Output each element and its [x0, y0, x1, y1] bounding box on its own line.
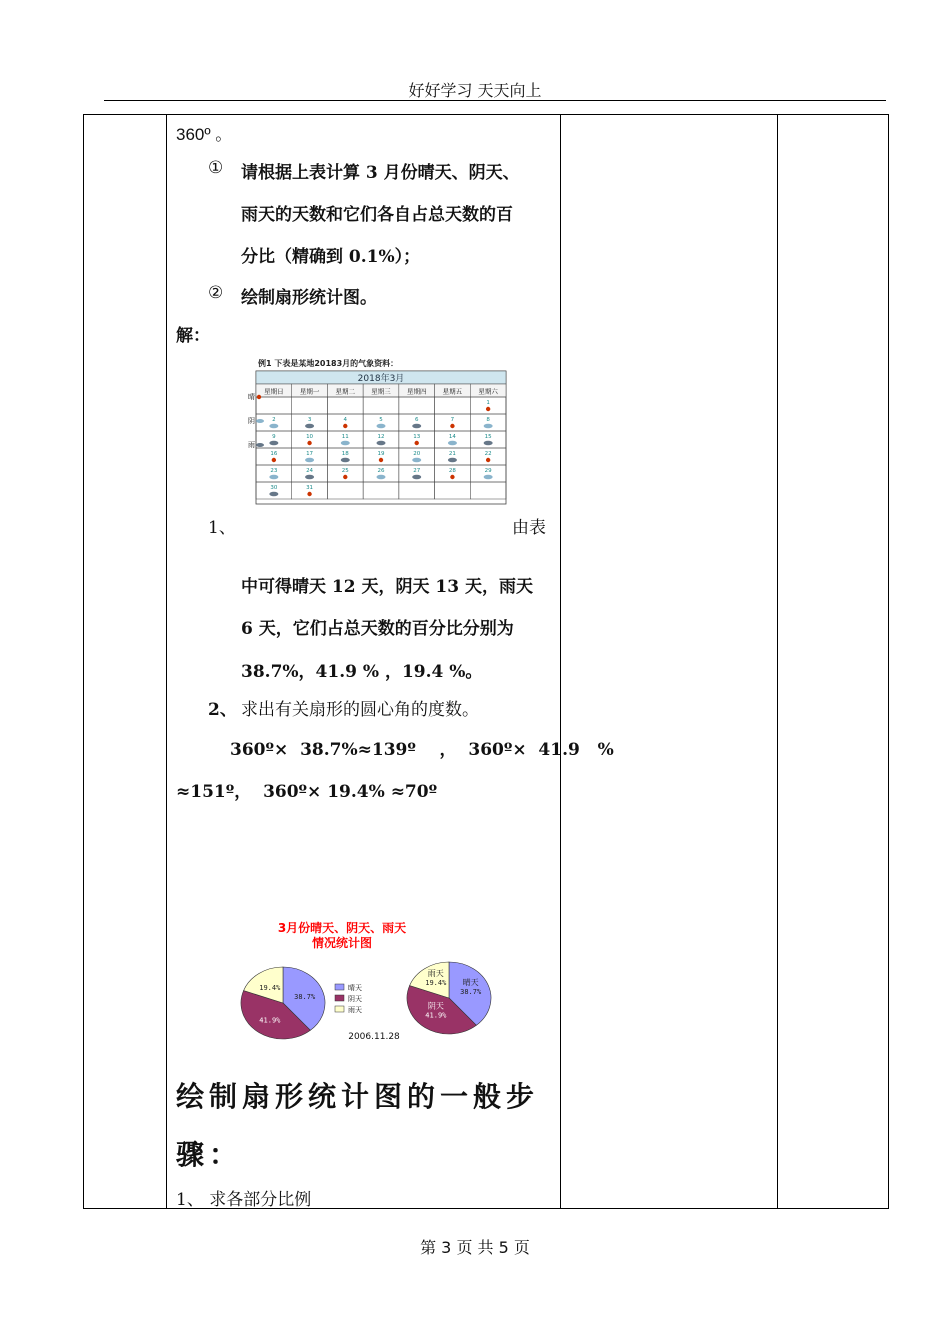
sun-icon — [450, 424, 454, 428]
pie-data-label: 41.9% — [425, 1011, 447, 1020]
calendar-weekday-label: 星期五 — [442, 387, 463, 396]
solution-2-number: 2、 — [208, 700, 237, 720]
pie-data-label: 38.7% — [294, 993, 316, 1002]
sun-icon — [307, 441, 311, 445]
rain-cloud-icon — [269, 492, 278, 497]
cloud-icon — [377, 424, 386, 429]
cloud-icon — [305, 458, 314, 463]
calendar-day-number: 26 — [377, 468, 385, 474]
calendar-weekday-label: 星期六 — [478, 387, 498, 396]
sun-icon — [450, 475, 454, 479]
solution-1-line-3: 38.7%，41.9 % ，19.4 %。 — [241, 662, 483, 682]
rain-cloud-icon — [412, 424, 421, 429]
calendar-day-number: 23 — [270, 468, 278, 474]
calendar-day-number: 12 — [377, 434, 385, 440]
pie-title-line-1: 3月份晴天、阴天、雨天 — [277, 921, 407, 935]
question-1-line-1: 请根据上表计算 3 月份晴天、阴天、 — [241, 163, 520, 183]
weather-calendar-image — [246, 355, 508, 507]
cloud-icon — [412, 458, 421, 463]
solution-1-line-1: 中可得晴天 12 天，阴天 13 天，雨天 — [241, 577, 533, 597]
calendar-weekday-label: 星期三 — [371, 387, 391, 396]
calendar-day-number: 4 — [343, 417, 348, 423]
calendar-day-number: 21 — [448, 451, 456, 457]
solution-1-head: 由表 — [512, 518, 546, 538]
rain-cloud-icon — [305, 475, 314, 480]
step-1: 1、 求各部分比例 — [176, 1190, 312, 1210]
rain-cloud-icon — [377, 441, 386, 446]
text-360: 360º 。 — [176, 125, 233, 144]
pie-category-label: 雨天 — [427, 968, 444, 978]
calendar-day-number: 20 — [413, 451, 421, 457]
pie-left — [241, 967, 325, 1039]
pie-date: 2006.11.28 — [348, 1032, 400, 1042]
calendar-day-number: 9 — [272, 434, 276, 440]
cloud-icon — [269, 424, 278, 429]
pie-chart-figure — [232, 915, 502, 1050]
cloud-icon — [341, 441, 350, 446]
cloud-icon — [448, 441, 457, 446]
cloud-icon — [484, 475, 493, 480]
pie-legend-label: 晴天 — [348, 984, 362, 992]
pie-legend-swatch — [335, 984, 344, 990]
calendar-day-number: 8 — [486, 417, 490, 423]
calendar-day-number: 17 — [306, 451, 314, 457]
calendar-day-number: 11 — [341, 434, 349, 440]
question-1-line-2: 雨天的天数和它们各自占总天数的百 — [241, 205, 513, 225]
pie-right — [407, 962, 491, 1034]
calendar-weekday-label: 星期一 — [299, 387, 320, 396]
pie-category-label: 晴天 — [462, 978, 479, 988]
question-2-text: 绘制扇形统计图。 — [241, 288, 377, 308]
pie-title-line-2: 情况统计图 — [311, 936, 373, 950]
cloud-icon — [256, 419, 264, 423]
calendar-day-number: 5 — [379, 417, 383, 423]
rain-cloud-icon — [484, 441, 493, 446]
sun-icon — [415, 441, 419, 445]
question-1-marker: ① — [208, 158, 224, 178]
sun-icon — [343, 424, 347, 428]
column-divider-3 — [777, 115, 778, 1208]
pie-data-label: 41.9% — [259, 1016, 281, 1025]
calendar-day-number: 18 — [341, 451, 349, 457]
calendar-day-number: 19 — [377, 451, 385, 457]
solution-label: 解： — [176, 326, 210, 346]
calendar-day-number: 7 — [450, 417, 455, 423]
calendar-caption: 例1 下表是某地20183月的气象资料： — [258, 359, 399, 368]
calendar-day-number: 6 — [414, 417, 419, 423]
calendar-legend-label: 阴 — [248, 417, 255, 425]
calendar-day-number: 1 — [486, 400, 490, 406]
calendar-day-number: 25 — [341, 468, 349, 474]
calendar-day-number: 14 — [448, 434, 456, 440]
solution-1-line-2: 6 天，它们占总天数的百分比分别为 — [241, 619, 514, 639]
page-header-title: 好好学习 天天向上 — [408, 81, 542, 100]
pie-category-label: 阴天 — [427, 1001, 444, 1011]
steps-title-line-2: 骤： — [176, 1138, 243, 1171]
angle-calc-line-2: ≈151º， 360º× 19.4% ≈70º — [176, 782, 438, 802]
solution-1-number: 1、 — [208, 518, 236, 538]
rain-cloud-icon — [341, 458, 350, 463]
pie-legend-swatch — [335, 1006, 344, 1012]
calendar-day-number: 10 — [306, 434, 314, 440]
calendar-day-number: 16 — [270, 451, 278, 457]
rain-cloud-icon — [305, 424, 314, 429]
pie-legend-swatch — [335, 995, 344, 1001]
calendar-day-number: 13 — [413, 434, 421, 440]
page-footer: 第 3 页 共 5 页 — [420, 1238, 530, 1257]
calendar-day-number: 22 — [484, 451, 492, 457]
rain-cloud-icon — [269, 441, 278, 446]
calendar-month-title: 2018年3月 — [357, 374, 405, 384]
pie-data-label: 19.4% — [259, 983, 281, 992]
question-2-marker: ② — [208, 283, 224, 303]
calendar-day-number: 28 — [448, 468, 456, 474]
cloud-icon — [269, 475, 278, 480]
rain-cloud-icon — [256, 443, 264, 447]
pie-legend-label: 阴天 — [348, 995, 362, 1003]
cloud-icon — [377, 475, 386, 480]
calendar-weekday-label: 星期四 — [406, 387, 427, 396]
rain-cloud-icon — [448, 458, 457, 463]
calendar-day-number: 15 — [484, 434, 492, 440]
calendar-day-number: 31 — [306, 485, 314, 491]
pie-data-label: 38.7% — [460, 988, 482, 997]
rain-cloud-icon — [412, 475, 421, 480]
column-divider-1 — [166, 115, 167, 1208]
calendar-weekday-label: 星期二 — [335, 387, 356, 396]
sun-icon — [307, 492, 311, 496]
pie-data-label: 19.4% — [425, 978, 447, 987]
sun-icon — [379, 458, 383, 462]
steps-title-line-1: 绘制扇形统计图的一般步 — [176, 1080, 540, 1113]
calendar-weekday-label: 星期日 — [264, 387, 284, 396]
header-rule — [104, 100, 886, 101]
calendar-day-number: 27 — [413, 468, 421, 474]
sun-icon — [343, 475, 347, 479]
sun-icon — [272, 458, 276, 462]
pie-legend-label: 雨天 — [348, 1006, 362, 1014]
cloud-icon — [484, 424, 493, 429]
sun-icon — [486, 407, 490, 411]
pie-legend — [335, 983, 362, 1014]
angle-calc-line-1: 360º× 38.7%≈139º ， 360º× 41.9 % — [230, 740, 614, 760]
calendar-day-number: 3 — [307, 417, 312, 423]
sun-icon — [257, 395, 261, 399]
sun-icon — [486, 458, 490, 462]
question-1-line-3: 分比（精确到 0.1%）； — [241, 247, 421, 267]
solution-2-text: 求出有关扇形的圆心角的度数。 — [241, 700, 479, 720]
calendar-day-number: 24 — [306, 468, 314, 474]
calendar-day-number: 2 — [272, 417, 276, 423]
calendar-day-number: 29 — [484, 468, 492, 474]
calendar-legend-label: 雨 — [248, 441, 255, 449]
column-divider-2 — [560, 115, 561, 1208]
calendar-legend-label: 晴 — [248, 393, 255, 401]
calendar-day-number: 30 — [270, 485, 278, 491]
